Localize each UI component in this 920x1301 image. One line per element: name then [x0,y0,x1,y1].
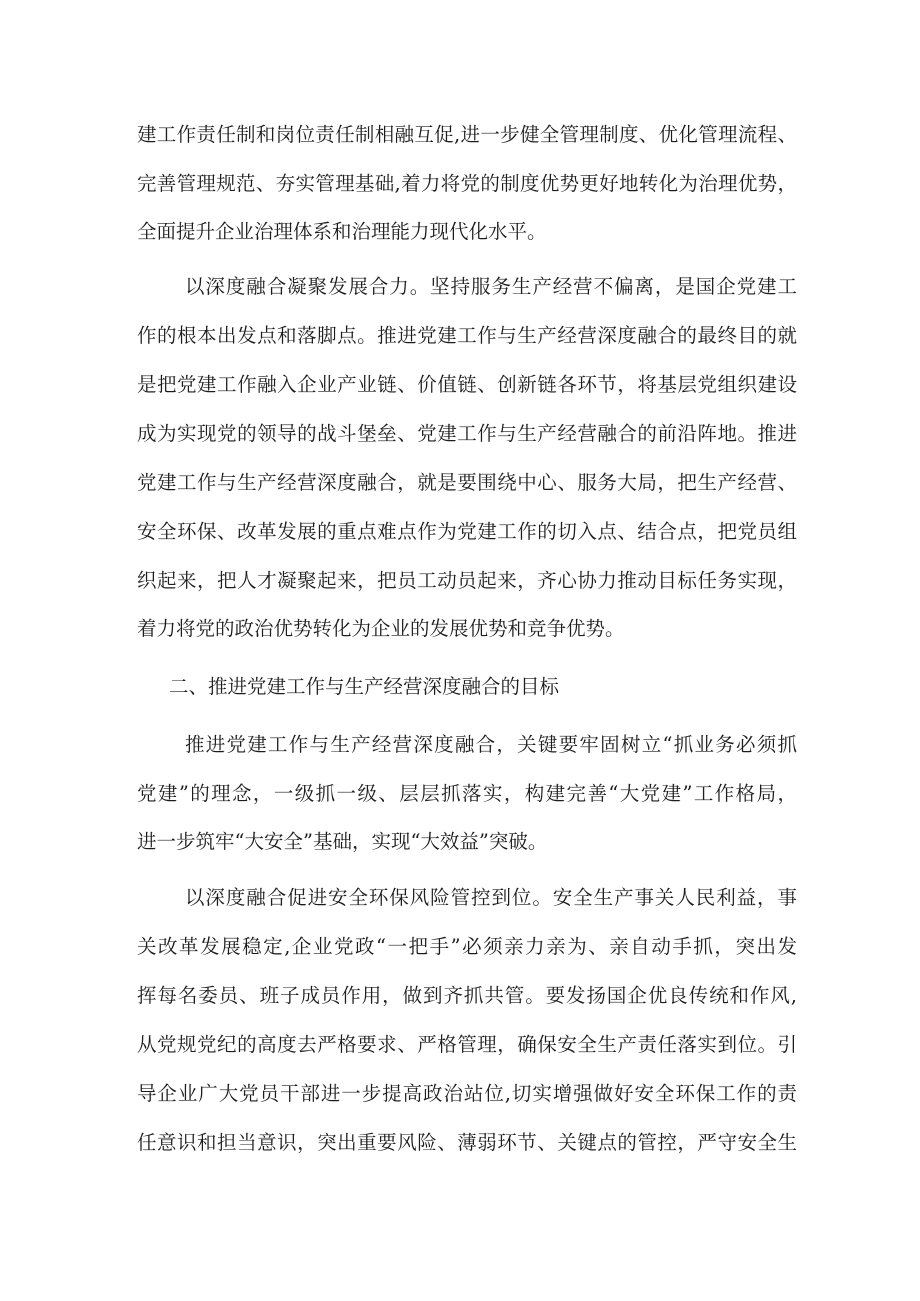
paragraph-line: 以深度融合促进安全环保风险管控到位。安全生产事关人民利益，事 [185,886,797,909]
paragraph-line: 成为实现党的领导的战斗堡垒、党建工作与生产经营融合的前沿阵地。推进 [137,422,797,445]
paragraph-line: 作的根本出发点和落脚点。推进党建工作与生产经营深度融合的最终目的就 [137,324,797,347]
paragraph-line: 建工作责任制和岗位责任制相融互促,进一步健全管理制度、优化管理流程、 [137,123,797,146]
paragraph-line: 是把党建工作融入企业产业链、价值链、创新链各环节，将基层党组织建设 [137,373,797,396]
paragraph-line: 党建”的理念，一级抓一级、层层抓落实，构建完善“大党建”工作格局， [137,782,797,805]
paragraph-line: 以深度融合凝聚发展合力。坚持服务生产经营不偏离，是国企党建工 [185,275,797,298]
paragraph-line: 着力将党的政治优势转化为企业的发展优势和竞争优势。 [137,617,625,640]
paragraph-line: 进一步筑牢“大安全”基础，实现“大效益”突破。 [137,830,548,853]
paragraph-line: 安全环保、改革发展的重点难点作为党建工作的切入点、结合点，把党员组 [137,520,797,543]
section-heading: 二、推进党建工作与生产经营深度融合的目标 [169,675,560,698]
paragraph-line: 党建工作与生产经营深度融合，就是要围绕中心、服务大局，把生产经营、 [137,471,797,494]
paragraph-line: 完善管理规范、夯实管理基础,着力将党的制度优势更好地转化为治理优势， [137,172,797,195]
paragraph-line: 导企业广大党员干部进一步提高政治站位,切实增强做好安全环保工作的责 [137,1082,797,1105]
paragraph-line: 织起来，把人才凝聚起来，把员工动员起来，齐心协力推动目标任务实现， [137,569,797,592]
paragraph-line: 任意识和担当意识，突出重要风险、薄弱环节、关键点的管控，严守安全生 [137,1131,797,1154]
paragraph-line: 从党规党纪的高度去严格要求、严格管理，确保安全生产责任落实到位。引 [137,1033,797,1056]
paragraph-line: 推进党建工作与生产经营深度融合，关键要牢固树立“抓业务必须抓 [185,733,797,756]
paragraph-line: 挥每名委员、班子成员作用，做到齐抓共管。要发扬国企优良传统和作风, [137,984,797,1007]
paragraph-line: 关改革发展稳定,企业党政“一把手”必须亲力亲为、亲自动手抓，突出发 [137,935,797,958]
paragraph-line: 全面提升企业治理体系和治理能力现代化水平。 [137,220,547,243]
